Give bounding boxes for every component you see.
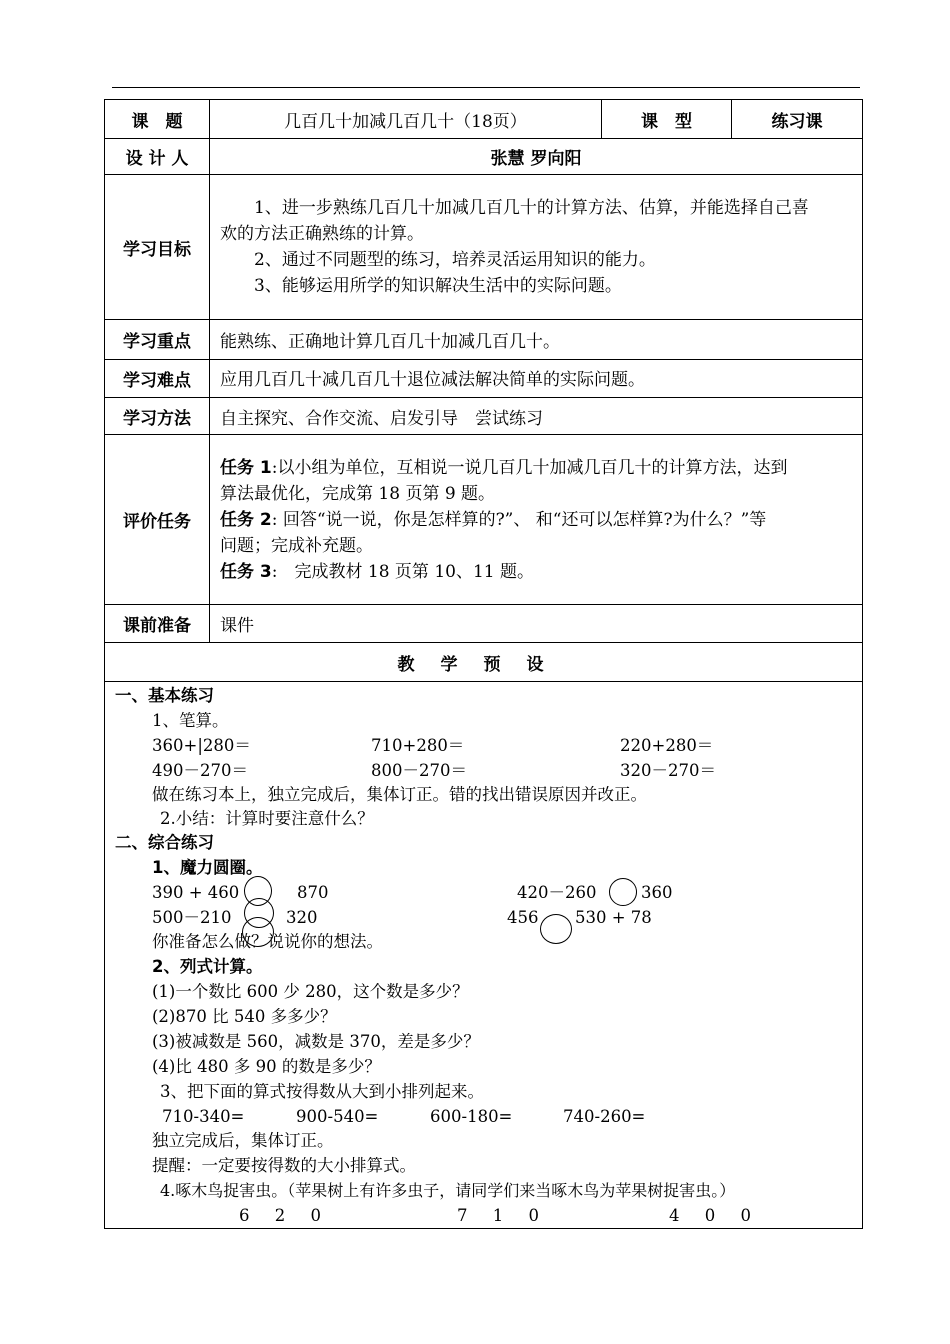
key-point-label: 学习重点 <box>105 320 210 360</box>
magic-b-expr: 420－260 <box>517 883 597 902</box>
designer-label: 设 计 人 <box>105 139 210 175</box>
teaching-content <box>105 682 863 1229</box>
magic-circle-b <box>609 878 637 906</box>
goal-1: 1、进一步熟练几百几十加减几百几十的计算方法、估算，并能选择自己喜 <box>254 198 809 218</box>
list-item-3: (3)被减数是 560，减数是 370，差是多少？ <box>152 1032 480 1051</box>
part1-title: 一、基本练习 <box>115 686 214 705</box>
list-item-1: (1)一个数比 600 少 280，这个数是多少？ <box>152 982 469 1001</box>
magic-d-expr: 456 <box>507 908 539 927</box>
evaluation-content <box>210 435 863 605</box>
reminder: 提醒：一定要按得数的大小排算式。 <box>152 1156 416 1175</box>
difficulty-label: 学习难点 <box>105 360 210 398</box>
bird-question: 4.啄木鸟捉害虫。（苹果树上有许多虫子，请同学们来当啄木鸟为苹果树捉害虫。） <box>160 1181 736 1200</box>
task-1-text: :以小组为单位，互相说一说几百几十加减几百几十的计算方法，达到 <box>271 457 788 478</box>
calc-1-2: 710+280＝ <box>371 736 465 755</box>
preparation-label: 课前准备 <box>105 605 210 643</box>
calc-2-2: 800－270＝ <box>371 761 467 780</box>
topic-row <box>105 100 863 139</box>
magic-d-value: 530 + 78 <box>575 908 652 927</box>
key-point-row <box>105 320 863 360</box>
section-title-row <box>105 643 863 682</box>
task-3 <box>220 559 854 585</box>
magic-prompt: 你准备怎么做？说说你的想法。 <box>152 932 383 951</box>
task-1-cont: 算法最优化，完成第 18 页第 9 题。 <box>220 483 496 504</box>
magic-b-value: 360 <box>641 883 673 902</box>
method-row <box>105 398 863 435</box>
task-2-text: : 回答“说一说，你是怎样算的?”、 和“还可以怎样算?为什么？”等 <box>271 509 767 530</box>
task-1 <box>220 455 854 481</box>
sort-item-1: 710-340= <box>162 1107 245 1126</box>
sort-note: 独立完成后，集体订正。 <box>152 1131 334 1150</box>
goals-label: 学习目标 <box>105 175 210 320</box>
sort-item-4: 740-260= <box>563 1107 646 1126</box>
lesson-type: 练习课 <box>732 100 863 139</box>
magic-c-expr: 500－210 <box>152 908 232 927</box>
preparation-text: 课件 <box>210 605 863 643</box>
task-2-label: 任务 2 <box>220 509 272 530</box>
list-item-4: (4)比 480 多 90 的数是多少？ <box>152 1057 381 1076</box>
calc-1-3: 220+280＝ <box>620 736 714 755</box>
designer-names: 张慧 罗向阳 <box>210 139 863 175</box>
bird-number-2: 7 1 0 <box>457 1206 549 1225</box>
sort-item-3: 600-180= <box>430 1107 513 1126</box>
list-title: 2、列式计算。 <box>152 957 263 976</box>
evaluation-row <box>105 435 863 605</box>
calc-2-3: 320－270＝ <box>620 761 716 780</box>
part2-title: 二、综合练习 <box>115 833 214 852</box>
goals-row <box>105 175 863 320</box>
method-label: 学习方法 <box>105 398 210 435</box>
goals-content <box>210 175 863 320</box>
section-title: 教学预设 <box>105 643 863 682</box>
magic-a-expr: 390 + 460 <box>152 883 240 902</box>
sort-title: 3、把下面的算式按得数从大到小排列起来。 <box>160 1082 484 1101</box>
q1-note: 做在练习本上，独立完成后，集体订正。错的找出错误原因并改正。 <box>152 785 647 804</box>
lesson-topic: 几百几十加减几百几十（18页） <box>210 100 602 139</box>
evaluation-label: 评价任务 <box>105 435 210 605</box>
magic-circle-d <box>540 914 572 944</box>
task-3-text: : 完成教材 18 页第 10、11 题。 <box>271 561 534 582</box>
calc-1-1: 360+|280＝ <box>152 736 251 755</box>
type-label: 课 型 <box>602 100 732 139</box>
method-text: 自主探究、合作交流、启发引导 尝试练习 <box>210 398 863 435</box>
task-2 <box>220 507 854 533</box>
bird-number-1: 6 2 0 <box>239 1206 331 1225</box>
lesson-plan-table <box>104 99 863 1229</box>
designer-row <box>105 139 863 175</box>
key-point-text: 能熟练、正确地计算几百几十加减几百几十。 <box>210 320 863 360</box>
header-rule <box>112 87 860 88</box>
task-3-label: 任务 3 <box>220 561 272 582</box>
summary: 2.小结：计算时要注意什么？ <box>160 809 374 828</box>
bird-number-3: 4 0 0 <box>669 1206 761 1225</box>
goal-3: 3、能够运用所学的知识解决生活中的实际问题。 <box>254 276 622 296</box>
calc-2-1: 490－270＝ <box>152 761 248 780</box>
topic-label: 课 题 <box>105 100 210 139</box>
goal-2: 2、通过不同题型的练习，培养灵活运用知识的能力。 <box>254 250 656 270</box>
difficulty-row <box>105 360 863 398</box>
sort-item-2: 900-540= <box>296 1107 379 1126</box>
preparation-row <box>105 605 863 643</box>
magic-title: 1、魔力圆圈。 <box>152 858 263 877</box>
content-row <box>105 682 863 1229</box>
difficulty-text: 应用几百几十减几百几十退位减法解决简单的实际问题。 <box>210 360 863 398</box>
goal-1-cont: 欢的方法正确熟练的计算。 <box>220 224 424 244</box>
magic-a-value: 870 <box>297 883 329 902</box>
task-1-label: 任务 1 <box>220 457 272 478</box>
q1-title: 1、笔算。 <box>152 711 229 730</box>
task-2-cont: 问题；完成补充题。 <box>220 535 373 556</box>
magic-c-value: 320 <box>286 908 318 927</box>
list-item-2: (2)870 比 540 多多少？ <box>152 1007 337 1026</box>
